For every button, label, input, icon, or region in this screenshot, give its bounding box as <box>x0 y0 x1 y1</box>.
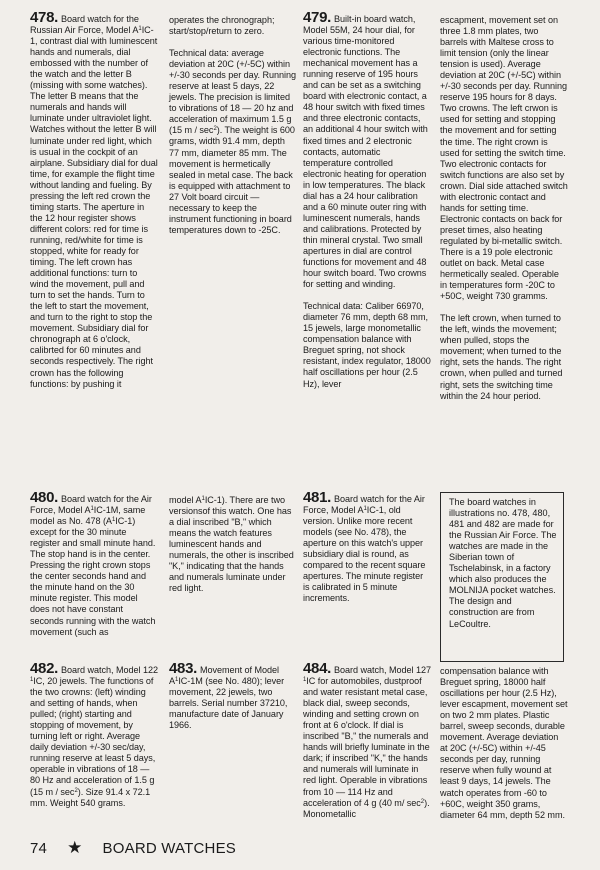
paragraph <box>169 495 297 594</box>
paragraph-text: Board watch, Model 122 $^1$IC, 20 jewels. The functions of the two crowns: (left) winding and setting of hands, when pulled; (right) starting and stopping of movement, by turning left or right. Average daily deviation +/-30 sec/day, running reserve at least 5 days, operable in vibrations of 18 — 80 Hz and acceleration of 1.5 g (15 m / $\sec^2$). Size 91.4 x 72.1 mm. Weight 540 grams. <box>30 665 158 808</box>
paragraph-text: Movement of Model $A^1IC-1M$ (see No. 480); lever movement, 22 jewels, two barrels. Serial number 37210, manufacture date of January 1966. <box>169 665 288 731</box>
paragraph-text: Technical data: Caliber 66970, diameter 76 mm, depth 68 mm, 15 jewels, large monometallic compensation balance with Breguet spring, not shock resistant, index regulator, 18000 half oscillations per hour (2.5 Hz), lever <box>303 301 431 389</box>
column-2-top <box>169 15 297 236</box>
paragraph-text: escapment, movement set on three 1.8 mm plates, two barrels with Maltese cross to limit tension (only the linear tension is used). Average deviation at 20C (+/-5C) within +/-30 seconds per day. Running reserve 195 hours for 8 days. Two crowns. The left crwon is used for setting and stopping the movement and for setting the time. The right crown is used for setting the switch time. Two electronic contacts for switch functions are also set by crown. Dial side attached switch with electronic contact and hands for setting time. Electronic contacts on back for preset times, also heating regulated by bi-metallic switch. There is a 19 pole electronic outlet on back. Metal case hermetically sealed. Operable in temperatures form -20C to +50C, weight 730 gramms. <box>440 15 568 302</box>
paragraph <box>30 9 158 390</box>
paragraph <box>440 15 568 302</box>
entry-number: 481. <box>303 489 331 506</box>
paragraph-text: Board watch, Model 127 $^1$IC for automobiles, dustproof and water resistant metal case, black dial, sweep seconds, winding and setting crown on front at 6 o'clock. If dial is inscribed "B," the numerals and hands will briefly luminate in the dark; if inscribed "K," the hands and numerals will luminate in red light. Operable in vibrations from 10 — 114 Hz and acceleration of 4 g (40 m/ $\sec^2$). Monometallic <box>303 665 431 819</box>
entry-number: 479. <box>303 9 331 26</box>
paragraph-text: operates the chronograph; start/stop/return to zero. <box>169 15 275 37</box>
column-4-top <box>440 15 568 402</box>
column-1-middle <box>30 489 158 638</box>
paragraph <box>440 666 568 821</box>
column-3-top <box>303 9 431 390</box>
column-2-bottom <box>169 660 297 731</box>
paragraph-text: compensation balance with Breguet spring, 18000 half oscillations per hour (2.5 Hz), lever escapment, movement set on two 2 mm plates. Plastic barrel, sweep seconds, durable movement. Average deviation at 20C (+/-5C) within +/-45 seconds per day, running reserve when fully wound at least 9 days, 14 jewels. The watch operates from -60 to +60C, weight 350 grams, diameter 64 mm, depth 52 mm. <box>440 666 568 820</box>
paragraph <box>303 489 431 604</box>
section-title: BOARD WATCHES <box>102 839 236 857</box>
star-icon: ★ <box>67 838 83 857</box>
page-number: 74 <box>30 839 48 857</box>
info-box <box>440 492 564 662</box>
paragraph-text: Built-in board watch, Model 55M, 24 hour dial, for various time-monitored electronic functions. The mechanical movement has a running reserve of 195 hours and can be set as a switching board with electronic contact, a 48 hour switch with fixed times and three electronic contacts, an additional 4 hour switch with fixed times and 2 electronic contacts, automatic temperature controlled electronic heating for operation in low temperatures. The black dial has a 24 hour calibration and a 60 minute outer ring with luminescent numerals, hands and calibrations. Protected by thin mineral crystal. Two small apertures in dial are control functions for movement and 48 hour switch board. Two crowns for setting and winding. <box>303 14 428 290</box>
paragraph-text: The left crown, when turned to the left, winds the movement; when pulled, stops the movement; when turned to the right, sets the hands. The right crown, when pulled and turned right, sets the switching time within the 24 hour period. <box>440 313 563 401</box>
entry-number: 484. <box>303 660 331 677</box>
column-2-middle <box>169 495 297 594</box>
paragraph-text: Technical data: average deviation at 20C (+/-5C) within +/-30 seconds per day. Running reserve at least 5 days, 22 jewels. The precision is limited to vibrations of 18 — 20 hz and acceleration of maximum 1.5 g (15 m / $\sec^2$). The weight is 600 grams, width 91.4 mm, depth 77 mm, diameter 85 mm. The movement is hermetically sealed in metal case. The back is equipped with attachment to 27 Volt board circuit — necessary to keep the instrument functioning in board temperatures down to -25C. <box>169 48 296 235</box>
paragraph-text: Board watch for the Air Force, Model $A^1IC-1$, old version. Unlike more recent models (see No. 478), the aperture on this watch's upper subsidiary dial is round, as compared to the recent square apertures. The minute register is calibrated in 5 minute increments. <box>303 494 426 604</box>
entry-number: 482. <box>30 660 58 677</box>
paragraph-text: model $A^1IC-1$). There are two versionsof this watch. One has a dial inscribed "B," which means the watch features luminescent hands and numerals, the other is inscribed "K," indicating that the hands and numerals luminate under red light. <box>169 495 294 594</box>
column-1-top <box>30 9 158 390</box>
column-1-bottom <box>30 660 158 809</box>
entry-number: 480. <box>30 489 58 506</box>
paragraph <box>440 313 568 401</box>
paragraph <box>303 9 431 290</box>
column-4-bottom <box>440 666 568 821</box>
entry-number: 478. <box>30 9 58 26</box>
column-3-bottom <box>303 660 431 820</box>
page-footer <box>30 838 236 858</box>
column-3-middle <box>303 489 431 604</box>
paragraph <box>169 48 297 236</box>
paragraph <box>303 301 431 389</box>
paragraph <box>30 660 158 809</box>
entry-number: 483. <box>169 660 197 677</box>
paragraph <box>169 15 297 37</box>
paragraph <box>169 660 297 731</box>
paragraph <box>30 489 158 638</box>
info-box-text: The board watches in illustrations no. 478, 480, 481 and 482 are made for the Russian Air Force. The watches are made in the Siberian town of Tschelabinsk, in a factory which also produces the MOLNIJA pocket watches. The design and construction are from LeCoultre. <box>449 497 557 629</box>
paragraph-text: Board watch for the Air Force, Model $A^1IC-1M$, same model as No. 478 $(A^1IC-1)$ except for the 30 minute register and small minute hand. The stop hand is in the center. Pressing the right crown stops the center seconds hand and the minute hand on the 30 minute register. This model does not have constant seconds running with the watch movement (such as <box>30 494 156 637</box>
paragraph-text: Board watch for the Russian Air Force, Model $A^1IC-1$, contrast dial with luminescent hands and numerals, dial embossed with the number of the watch and the letter B (missing with some watches). The letter B means that the numerals and hands will luminate under ultraviolet light. Watches without the letter B will luminate under red light, which is usual in the cockpit of an airplane. Subsidiary dial for dual time, for example the flight time without landing and fueling. By pressing the left red crown the timing starts. The aperture in the 12 hour register shows different colors: red for time is running, red/white for time is stopped, white for ready for timing. The left crown has additional functions: turn to wind the movement, pull and turn to set the hands. Turn to the left to start the movement, and turn to the right to stop the movement. Subsidiary dial for chronograph at 6 o'clock, calibrted for 60 minutes and seconds respectively. The right crown has the following functions: by pushing it <box>30 14 158 389</box>
paragraph <box>303 660 431 820</box>
